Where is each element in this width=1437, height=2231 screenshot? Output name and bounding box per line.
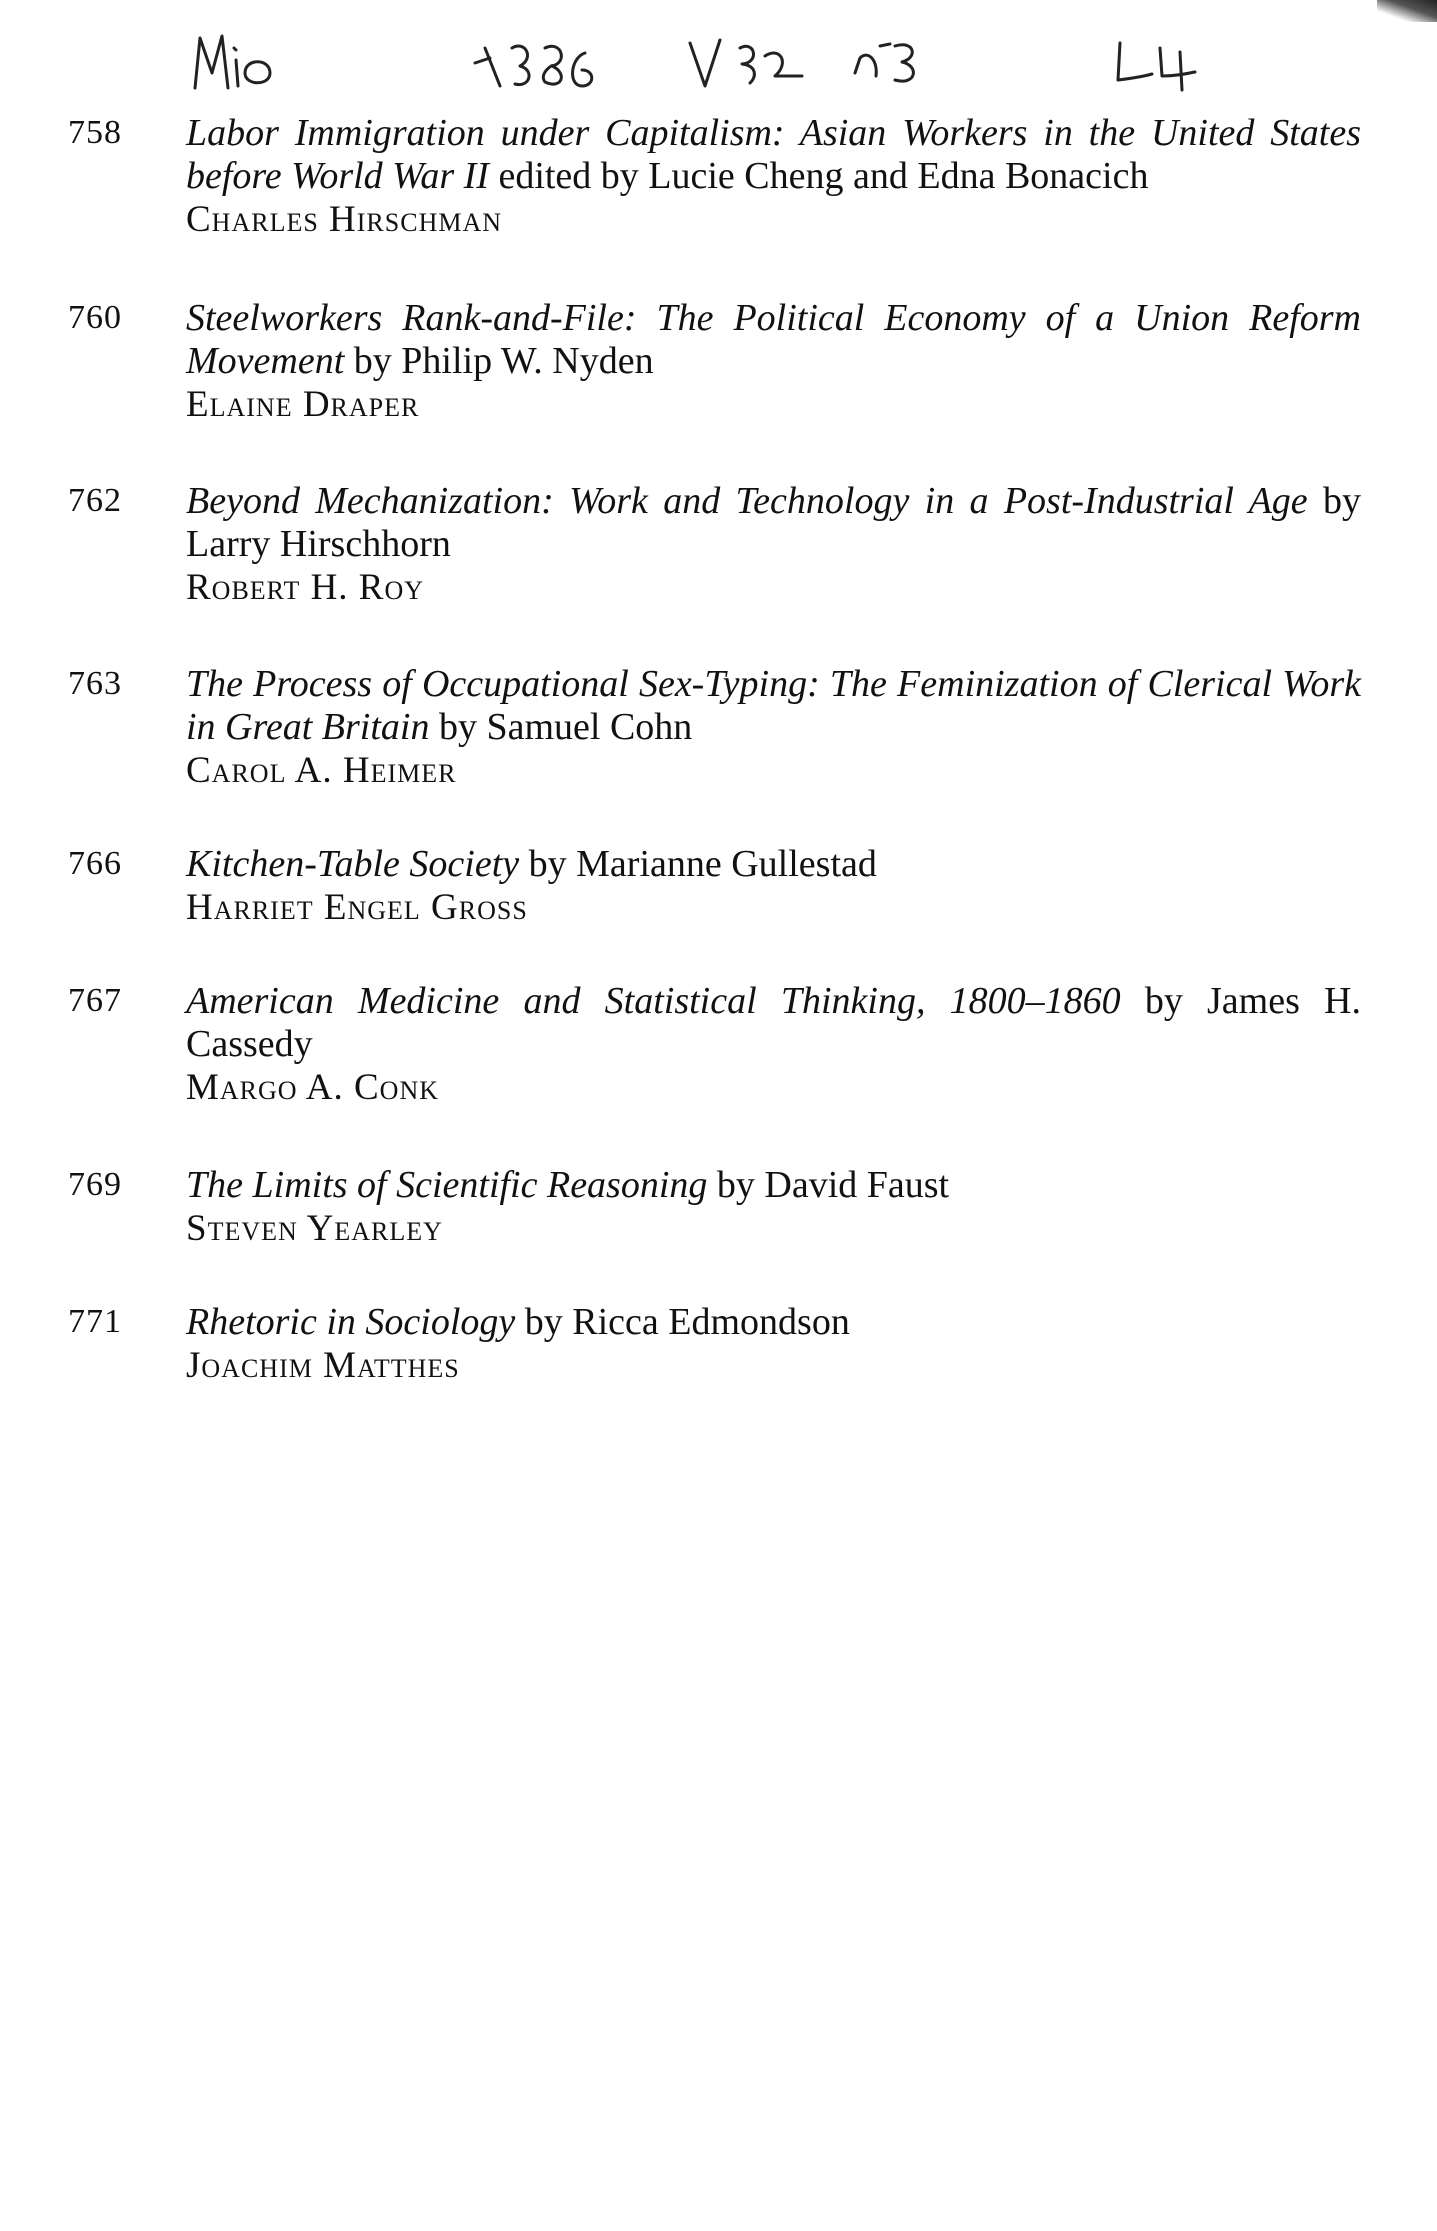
book-credit: by David Faust bbox=[707, 1164, 950, 1206]
reviewer-name: Elaine Draper bbox=[186, 384, 420, 425]
page-number: 758 bbox=[68, 114, 122, 151]
page-number: 767 bbox=[68, 982, 122, 1019]
review-entry bbox=[0, 843, 1437, 980]
review-entry bbox=[0, 1301, 1437, 1421]
reviewer-name: Joachim Matthes bbox=[186, 1345, 460, 1386]
book-title: The Limits of Scientific Reasoning bbox=[186, 1164, 708, 1206]
book-title: Beyond Mechanization: Work and Technology in a Post-Industrial Age bbox=[186, 480, 1308, 522]
book-title: Kitchen-Table Society bbox=[186, 843, 520, 885]
page-number: 763 bbox=[68, 665, 122, 702]
book-credit: by Samuel Cohn bbox=[429, 706, 693, 748]
page-number: 762 bbox=[68, 482, 122, 519]
review-entry bbox=[0, 480, 1437, 663]
review-entry bbox=[0, 297, 1437, 480]
book-title: American Medicine and Statistical Thinking, 1800–1860 bbox=[186, 980, 1121, 1022]
page-number: 760 bbox=[68, 299, 122, 336]
book-title: Steelworkers Rank-and-File: The Political Economy of a Union Reform Movement bbox=[186, 297, 1361, 382]
book-credit: by Marianne Gullestad bbox=[519, 843, 877, 885]
scan-corner-shadow bbox=[1377, 0, 1437, 22]
book-title: The Process of Occupational Sex-Typing: The Feminization of Clerical Work in Great Britain bbox=[186, 663, 1361, 748]
review-entry bbox=[0, 1164, 1437, 1301]
book-credit: by Philip W. Nyden bbox=[344, 340, 654, 382]
reviewer-name: Steven Yearley bbox=[186, 1208, 443, 1249]
review-entry bbox=[0, 980, 1437, 1164]
reviewer-name: Harriet Engel Gross bbox=[186, 887, 528, 928]
entry-citation bbox=[186, 843, 1361, 929]
book-credit: by James H. Cassedy bbox=[186, 980, 1361, 1065]
entry-citation bbox=[186, 480, 1361, 609]
entry-citation bbox=[186, 1164, 1361, 1250]
reviewer-name: Robert H. Roy bbox=[186, 567, 425, 608]
entry-citation bbox=[186, 297, 1361, 426]
book-credit: by Larry Hirschhorn bbox=[186, 480, 1362, 565]
entry-citation bbox=[186, 112, 1361, 241]
reviewer-name: Carol A. Heimer bbox=[186, 750, 457, 791]
book-credit: by Ricca Edmondson bbox=[515, 1301, 850, 1343]
reviewer-name: Margo A. Conk bbox=[186, 1067, 440, 1108]
review-list bbox=[0, 112, 1437, 1421]
entry-citation bbox=[186, 980, 1361, 1109]
entry-citation bbox=[186, 1301, 1361, 1387]
book-title: Rhetoric in Sociology bbox=[186, 1301, 516, 1343]
reviewer-name: Charles Hirschman bbox=[186, 199, 503, 240]
review-entry bbox=[0, 112, 1437, 297]
page-number: 769 bbox=[68, 1166, 122, 1203]
page-number: 771 bbox=[68, 1303, 122, 1340]
review-entry bbox=[0, 663, 1437, 843]
book-title: Labor Immigration under Capitalism: Asian Workers in the United States before World War II bbox=[186, 112, 1361, 197]
entry-citation bbox=[186, 663, 1361, 792]
page-number: 766 bbox=[68, 845, 122, 882]
book-credit: edited by Lucie Cheng and Edna Bonacich bbox=[488, 155, 1149, 197]
handwritten-citation-note bbox=[190, 18, 1310, 98]
